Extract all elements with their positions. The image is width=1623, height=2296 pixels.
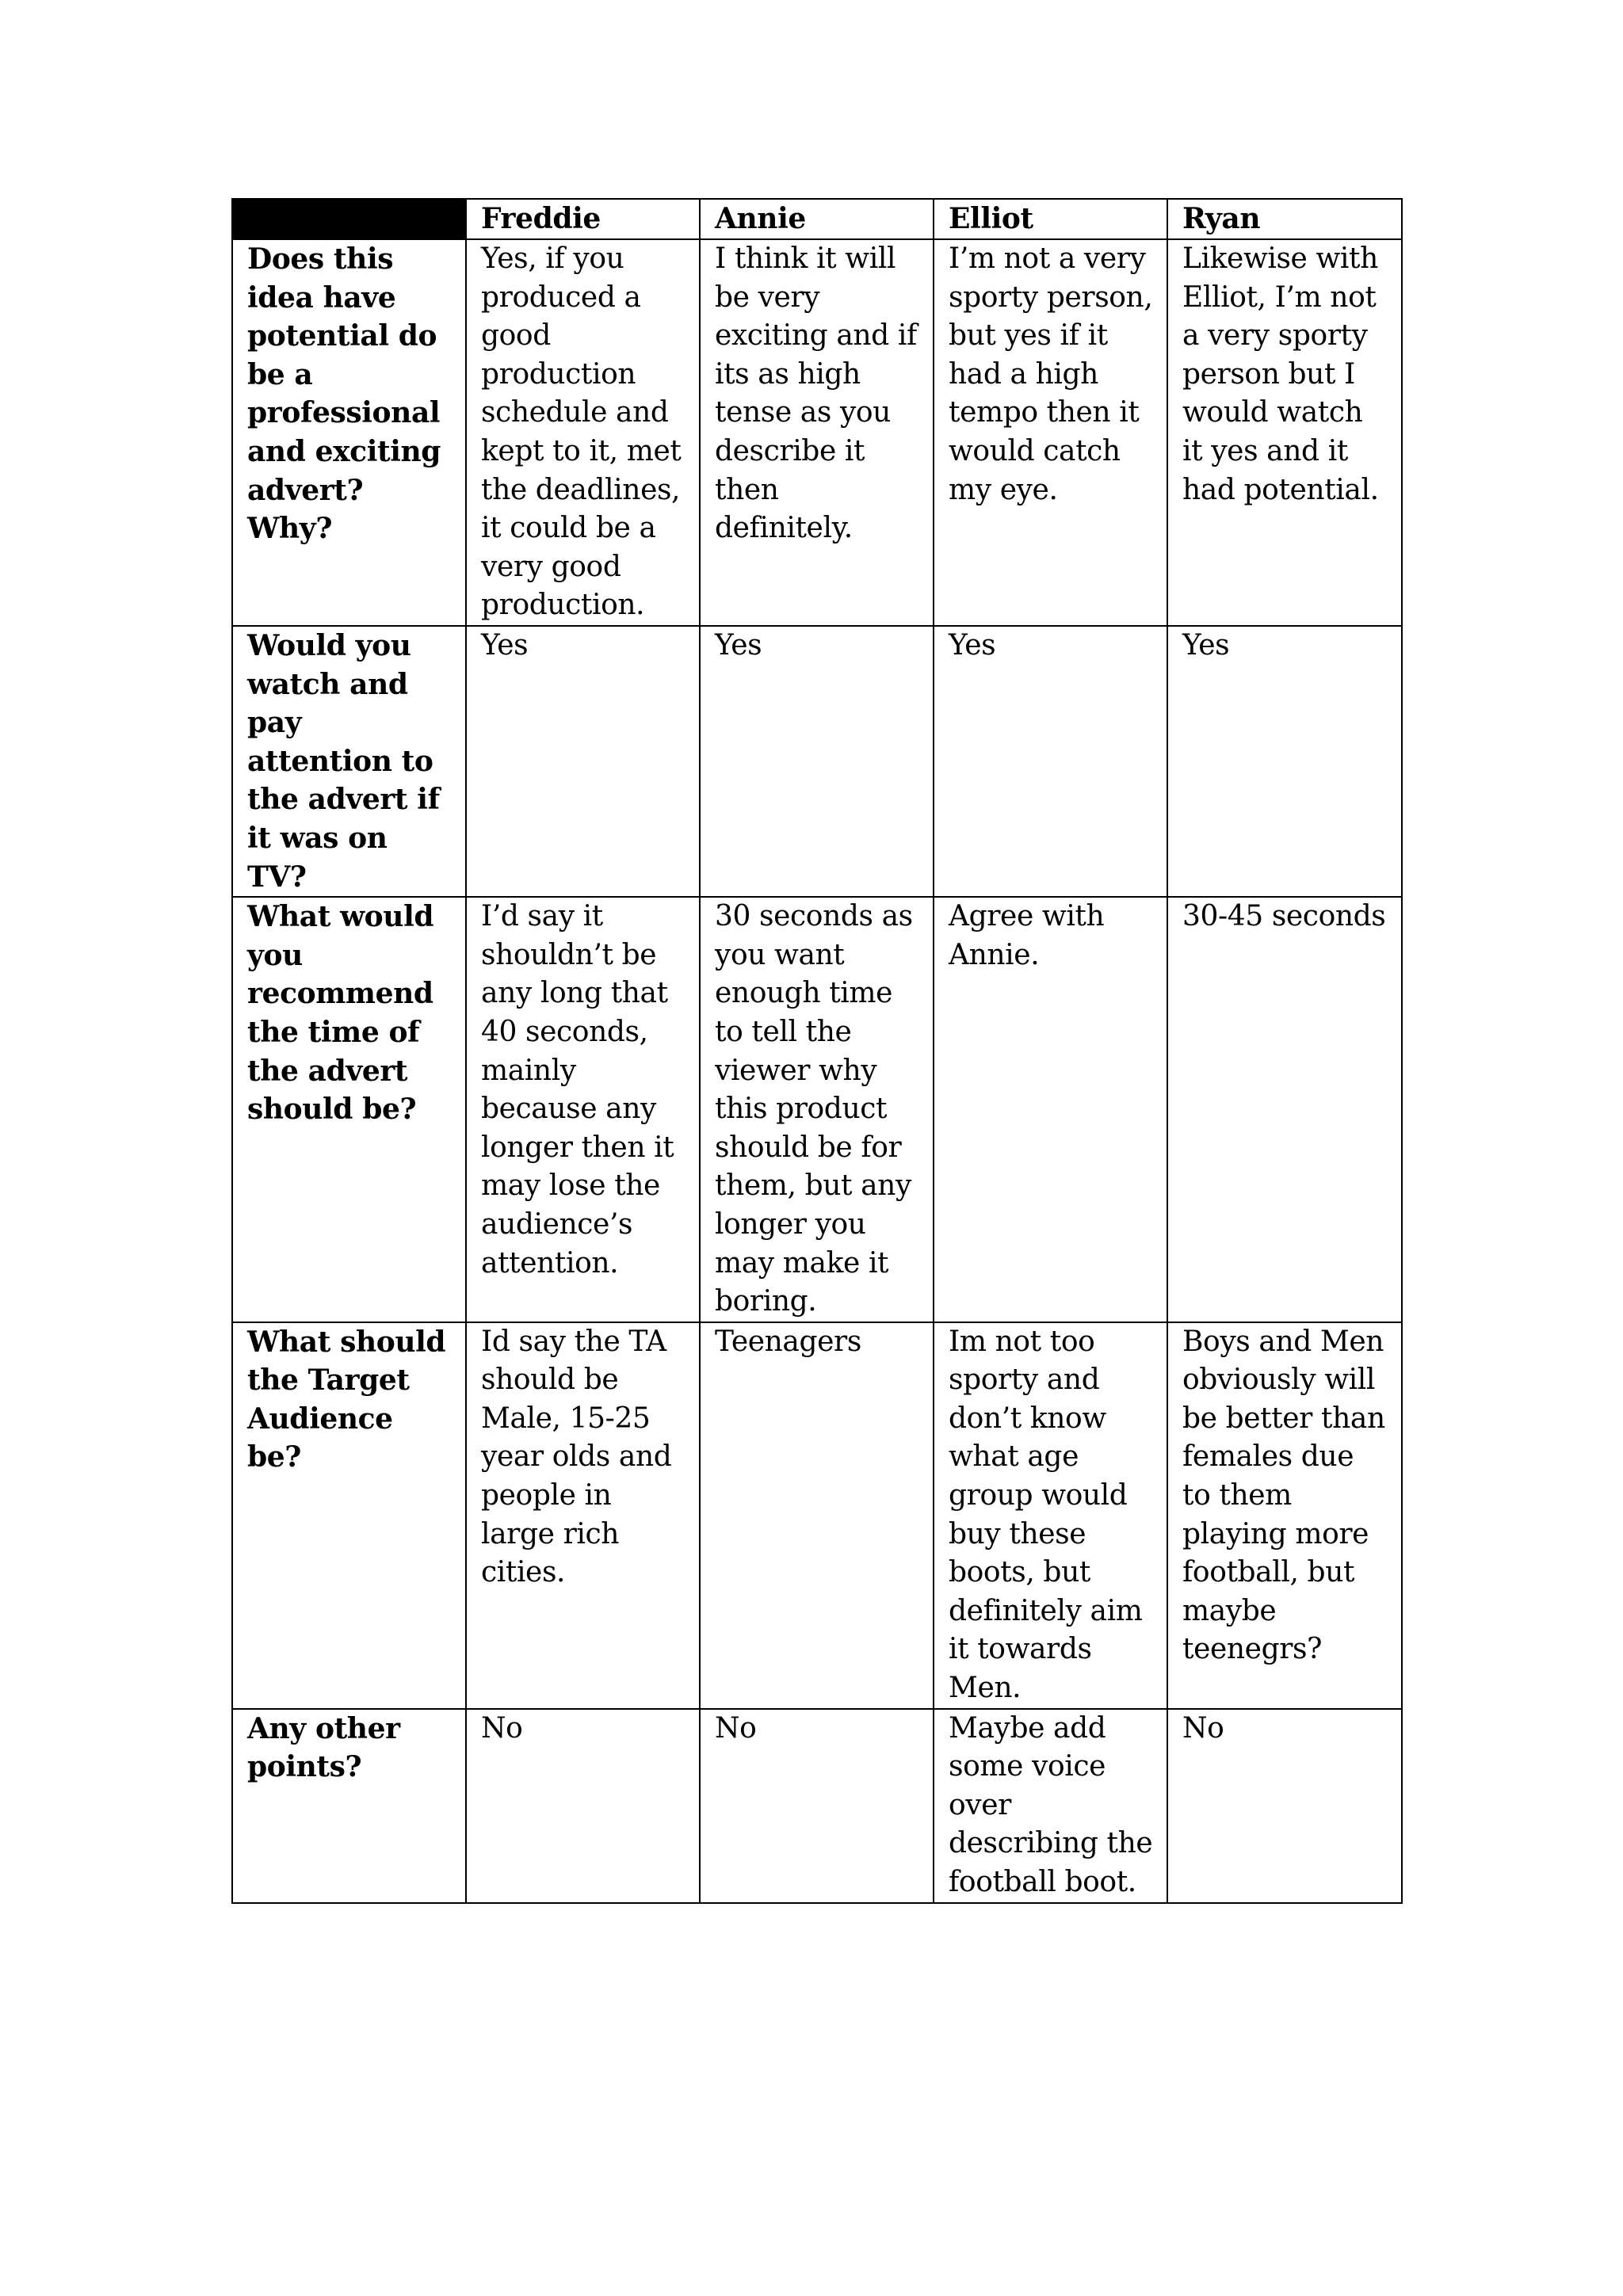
answer-cell-elliot: I’m not a very sporty person, but yes if it had a high tempo then it would catch my eye.: [934, 239, 1167, 626]
table-row: [232, 626, 1402, 897]
header-corner-cell: [232, 199, 466, 239]
answer-cell-freddie: I’d say it shouldn’t be any long that 40 seconds, mainly because any longer then it may lose the audience’s attention.: [466, 897, 700, 1322]
header-ryan: Ryan: [1167, 199, 1402, 239]
answer-cell-ryan: No: [1167, 1709, 1402, 1903]
answer-cell-freddie: No: [466, 1709, 700, 1903]
question-cell: Any other points?: [232, 1709, 466, 1903]
answer-cell-annie: I think it will be very exciting and if its as high tense as you describe it then definitely.: [700, 239, 934, 626]
answer-cell-ryan: Likewise with Elliot, I’m not a very sporty person but I would watch it yes and it had potential.: [1167, 239, 1402, 626]
answer-cell-annie: No: [700, 1709, 934, 1903]
answer-cell-freddie: Yes: [466, 626, 700, 897]
answer-cell-ryan: Boys and Men obviously will be better than females due to them playing more football, but maybe teenegrs?: [1167, 1322, 1402, 1709]
header-row: [232, 199, 1402, 239]
answer-cell-freddie: Yes, if you produced a good production schedule and kept to it, met the deadlines, it could be a very good production.: [466, 239, 700, 626]
answer-cell-annie: 30 seconds as you want enough time to tell the viewer why this product should be for them, but any longer you may make it boring.: [700, 897, 934, 1322]
table-row: [232, 1709, 1402, 1903]
header-elliot: Elliot: [934, 199, 1167, 239]
feedback-table: [231, 198, 1403, 1904]
table-row: [232, 897, 1402, 1322]
header-annie: Annie: [700, 199, 934, 239]
question-cell: What should the Target Audience be?: [232, 1322, 466, 1709]
table-row: [232, 1322, 1402, 1709]
answer-cell-ryan: 30-45 seconds: [1167, 897, 1402, 1322]
answer-cell-freddie: Id say the TA should be Male, 15-25 year olds and people in large rich cities.: [466, 1322, 700, 1709]
answer-cell-annie: Teenagers: [700, 1322, 934, 1709]
question-cell: What would you recommend the time of the advert should be?: [232, 897, 466, 1322]
question-cell: Does this idea have potential do be a professional and exciting advert? Why?: [232, 239, 466, 626]
answer-cell-annie: Yes: [700, 626, 934, 897]
answer-cell-elliot: Im not too sporty and don’t know what age group would buy these boots, but definitely aim it towards Men.: [934, 1322, 1167, 1709]
answer-cell-elliot: Maybe add some voice over describing the football boot.: [934, 1709, 1167, 1903]
answer-cell-elliot: Agree with Annie.: [934, 897, 1167, 1322]
header-freddie: Freddie: [466, 199, 700, 239]
question-cell: Would you watch and pay attention to the advert if it was on TV?: [232, 626, 466, 897]
answer-cell-ryan: Yes: [1167, 626, 1402, 897]
answer-cell-elliot: Yes: [934, 626, 1167, 897]
table-row: [232, 239, 1402, 626]
